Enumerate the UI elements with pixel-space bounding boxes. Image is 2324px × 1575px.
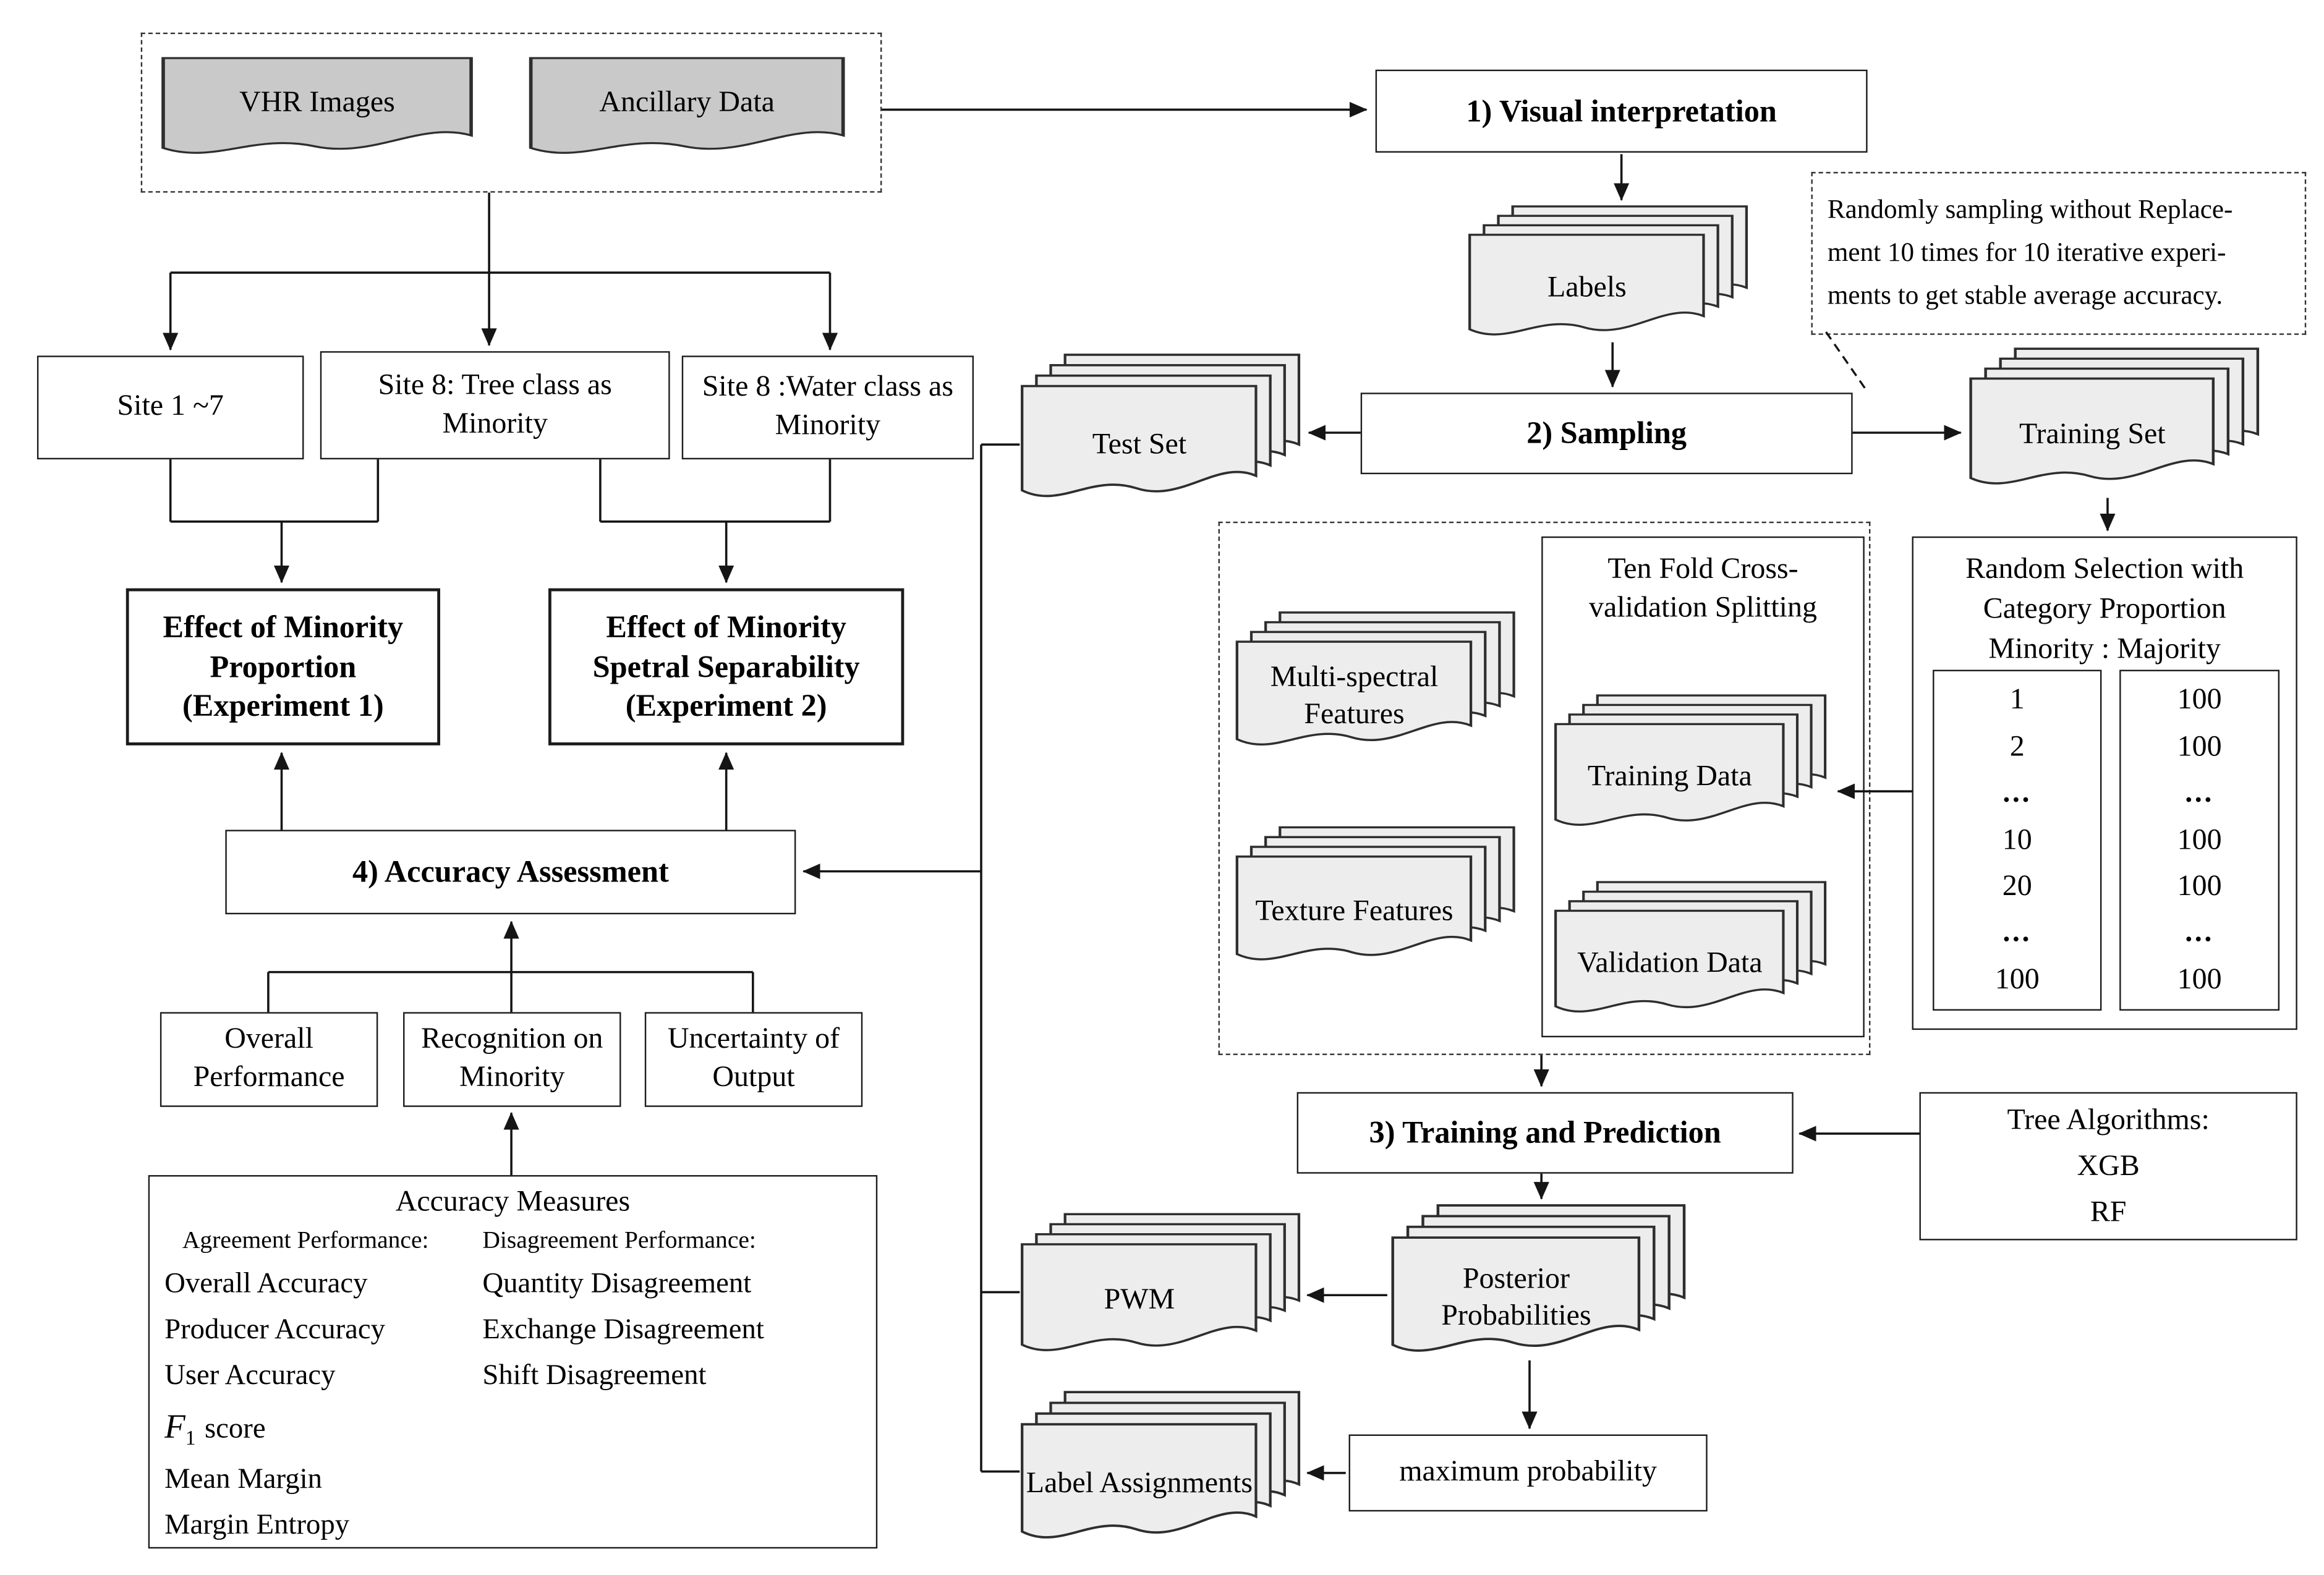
label-assignments-doc-stack [1019,1390,1301,1553]
ratio-ellipsis: ... [2185,916,2214,949]
step-accuracy-assessment-label: 4) Accuracy Assessment [352,853,669,889]
pwm-label: PWM [1104,1283,1175,1317]
maximum-probability-box [1349,1435,1708,1512]
measure-item: Margin Entropy [164,1509,350,1542]
f1-letter: F [164,1407,185,1445]
pwm-doc-stack [1019,1212,1301,1365]
disagreement-column [477,1223,876,1549]
uncertainty-output-box [645,1012,862,1106]
note-line-2: ment 10 times for 10 iterative experi- [1827,237,2226,267]
training-data-label: Training Data [1587,760,1752,794]
label-assignments-label: Label Assignments [1026,1467,1253,1500]
step-training-prediction [1297,1092,1794,1174]
site-8-water-label: Site 8 :Water class as Minority [702,371,953,442]
test-set-doc-stack [1019,353,1301,512]
tree-algorithms-text [2007,1097,2210,1235]
ratio-ellipsis: ... [2003,916,2032,949]
recognition-minority-label: Recognition on Minority [421,1023,603,1094]
validation-data-label: Validation Data [1577,947,1763,980]
vhr-images-label: VHR Images [239,86,395,119]
training-data-doc-stack [1553,694,1828,839]
labels-doc-stack [1467,205,1748,349]
posterior-label: Posterior Probabilities [1441,1262,1591,1332]
maximum-probability-label: maximum probability [1399,1455,1658,1488]
minority-ratio-column [1933,670,2101,1011]
ratio-value: 1 [2009,684,2025,716]
ratio-value: 100 [2177,823,2222,856]
ratio-value: 100 [2177,962,2222,996]
ten-fold-title-line-2: validation Splitting [1589,591,1817,624]
tree-algorithms-line-3: RF [2090,1195,2127,1228]
tree-algorithms-line-1: Tree Algorithms: [2007,1103,2210,1136]
accuracy-measures-columns [150,1223,876,1549]
step-sampling [1361,393,1853,474]
multi-spectral-doc-stack [1235,611,1516,759]
majority-ratio-column [2119,670,2279,1011]
texture-doc-stack [1235,825,1516,974]
ratio-value: 10 [2002,823,2032,856]
accuracy-measures-box [148,1175,877,1548]
step-training-prediction-label: 3) Training and Prediction [1369,1114,1721,1150]
measure-item: Exchange Disagreement [482,1314,764,1346]
measure-item: Producer Accuracy [164,1314,386,1346]
validation-data-doc-stack [1553,880,1828,1025]
texture-features-label: Texture Features [1255,894,1454,927]
ten-fold-title-line-1: Ten Fold Cross- [1607,553,1798,585]
labels-label: Labels [1547,271,1627,304]
experiment-1-label: Effect of Minority Proportion (Experiment 1) [163,608,404,724]
note-line-3: ments to get stable average accuracy. [1827,279,2223,310]
overall-performance-box [160,1012,378,1106]
ratio-ellipsis: ... [2185,776,2214,810]
agreement-column [150,1223,477,1549]
disagreement-header: Disagreement Performance: [482,1225,756,1254]
step-sampling-label: 2) Sampling [1526,415,1687,451]
measure-item: Shift Disagreement [482,1361,707,1392]
random-selection-title-line-2: Category Proportion [1983,592,2226,626]
training-set-label: Training Set [2019,417,2166,450]
overall-performance-label: Overall Performance [193,1023,345,1094]
multi-spectral-label: Multi-spectral Features [1270,661,1439,731]
ratio-value: 2 [2009,730,2025,763]
ratio-ellipsis: ... [2003,776,2032,810]
vhr-images-document [160,56,474,166]
tree-algorithms-line-2: XGB [2077,1149,2140,1182]
ratio-value: 20 [2002,869,2032,902]
step-accuracy-assessment [225,830,796,914]
ratio-value: 100 [2177,684,2222,716]
f1-subscript: 1 [185,1427,196,1450]
measure-item: Quantity Disagreement [482,1268,752,1300]
site-1-7-label: Site 1 ~7 [117,389,224,423]
measure-item: User Accuracy [164,1361,336,1392]
site-8-tree-label: Site 8: Tree class as Minority [378,368,612,439]
measure-item-f1-score [164,1399,477,1456]
random-selection-title-line-1: Random Selection with [1965,553,2244,585]
posterior-doc-stack [1390,1204,1687,1367]
f1-word: score [204,1412,266,1445]
step-visual-interpretation-label: 1) Visual interpretation [1466,92,1777,129]
tree-algorithms-box [1920,1092,2297,1241]
site-1-7-box [37,355,304,459]
experiment-2-box [548,588,904,745]
note-line-1: Randomly sampling without Replace- [1827,194,2233,224]
ratio-value: 100 [1994,962,2040,996]
measure-item: Overall Accuracy [164,1268,368,1300]
accuracy-measures-title: Accuracy Measures [395,1185,631,1218]
training-set-doc-stack [1969,347,2260,498]
experiment-1-box [126,588,440,745]
ancillary-data-label: Ancillary Data [599,86,775,119]
random-selection-title [1913,550,2296,669]
ancillary-data-document [527,56,846,166]
recognition-minority-box [403,1012,621,1106]
uncertainty-output-label: Uncertainty of Output [667,1023,840,1094]
random-selection-title-line-3: Minority : Majority [1988,632,2221,666]
step-visual-interpretation [1376,70,1868,153]
measure-item: Mean Margin [164,1464,323,1495]
ratio-value: 100 [2177,869,2222,902]
ten-fold-title [1543,550,1863,627]
test-set-label: Test Set [1092,427,1187,461]
ratio-value: 100 [2177,730,2222,763]
site-8-tree-box [320,351,670,459]
agreement-header: Agreement Performance: [182,1225,429,1254]
experiment-2-label: Effect of Minority Spetral Separability (Experiment 2) [592,608,860,724]
sampling-note [1811,172,2307,335]
site-8-water-box [682,355,974,459]
